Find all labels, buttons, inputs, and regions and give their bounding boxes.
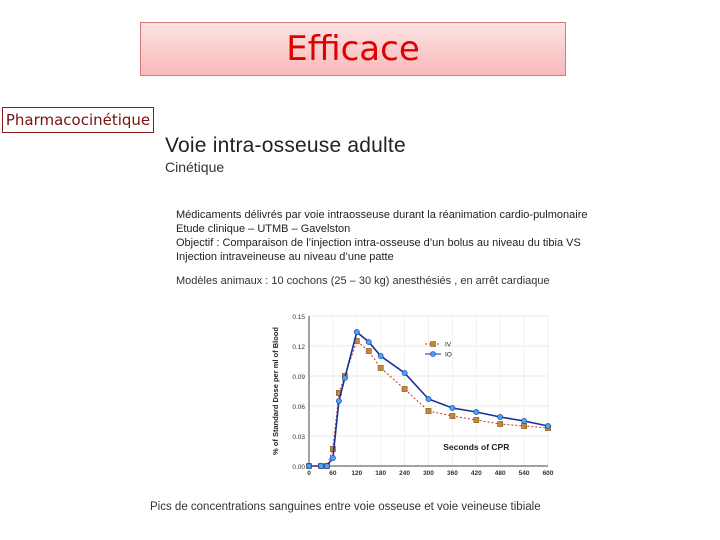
slide-heading: Voie intra-osseuse adulte [165, 134, 406, 157]
y-axis-label: % of Standard Dose per ml of Blood [271, 327, 280, 455]
data-point-io [522, 418, 527, 423]
legend-marker-iv [431, 342, 436, 347]
x-tick-label: 120 [351, 470, 363, 477]
legend-marker-io [431, 352, 436, 357]
title-banner [140, 22, 566, 76]
data-point-io [402, 370, 407, 375]
data-point-io [366, 339, 371, 344]
y-tick-label: 0.00 [292, 464, 305, 471]
pk-chart-svg [263, 300, 563, 480]
study-description [176, 208, 588, 264]
x-tick-label: 180 [375, 470, 387, 477]
data-point-iv [426, 408, 431, 413]
data-point-io [324, 463, 329, 468]
legend-label: IO [445, 351, 452, 359]
y-tick-label: 0.12 [292, 344, 305, 351]
y-tick-label: 0.06 [292, 404, 305, 411]
data-point-io [342, 375, 347, 380]
data-point-io [318, 463, 323, 468]
x-tick-label: 240 [399, 470, 411, 477]
data-point-io [498, 414, 503, 419]
page-title: Efficace [286, 29, 420, 69]
data-point-iv [450, 413, 455, 418]
y-tick-label: 0.15 [292, 314, 305, 321]
x-tick-label: 0 [307, 470, 311, 477]
x-tick-label: 300 [423, 470, 434, 477]
data-point-iv [474, 417, 479, 422]
data-point-io [330, 455, 335, 460]
x-tick-label: 540 [518, 470, 530, 477]
models-line: Modèles animaux : 10 cochons (25 – 30 kg) anesthésiés , en arrêt cardiaque [176, 275, 550, 287]
y-tick-label: 0.09 [292, 374, 305, 381]
x-axis-label: Seconds of CPR [443, 442, 510, 452]
x-tick-label: 360 [446, 470, 458, 477]
legend-label: IV [445, 341, 452, 349]
y-tick-label: 0.03 [292, 434, 305, 441]
data-point-io [426, 396, 431, 401]
data-point-iv [366, 348, 371, 353]
x-tick-label: 480 [494, 470, 506, 477]
study-line: Injection intraveineuse au niveau d’une patte [176, 251, 394, 263]
x-tick-label: 420 [470, 470, 482, 477]
data-point-iv [378, 365, 383, 370]
section-tag [2, 107, 154, 133]
x-tick-label: 60 [329, 470, 337, 477]
data-point-io [545, 423, 550, 428]
study-line: Objectif : Comparaison de l’injection intra-osseuse d’un bolus au niveau du tibia VS [176, 237, 581, 249]
chart-caption: Pics de concentrations sanguines entre voie osseuse et voie veineuse tibiale [150, 501, 541, 513]
pk-chart [263, 300, 563, 480]
data-point-io [306, 463, 311, 468]
slide-subheading: Cinétique [165, 159, 225, 175]
study-line: Etude clinique – UTMB – Gavelston [176, 223, 351, 235]
data-point-iv [402, 386, 407, 391]
x-tick-label: 600 [542, 470, 554, 477]
data-point-io [378, 353, 383, 358]
data-point-io [336, 398, 341, 403]
data-point-io [474, 409, 479, 414]
data-point-iv [498, 421, 503, 426]
data-point-iv [522, 423, 527, 428]
data-point-io [450, 405, 455, 410]
study-line: Médicaments délivrés par voie intraosseuse durant la réanimation cardio-pulmonaire [176, 209, 588, 221]
section-tag-label: Pharmacocinétique [5, 111, 151, 129]
data-point-io [354, 329, 359, 334]
